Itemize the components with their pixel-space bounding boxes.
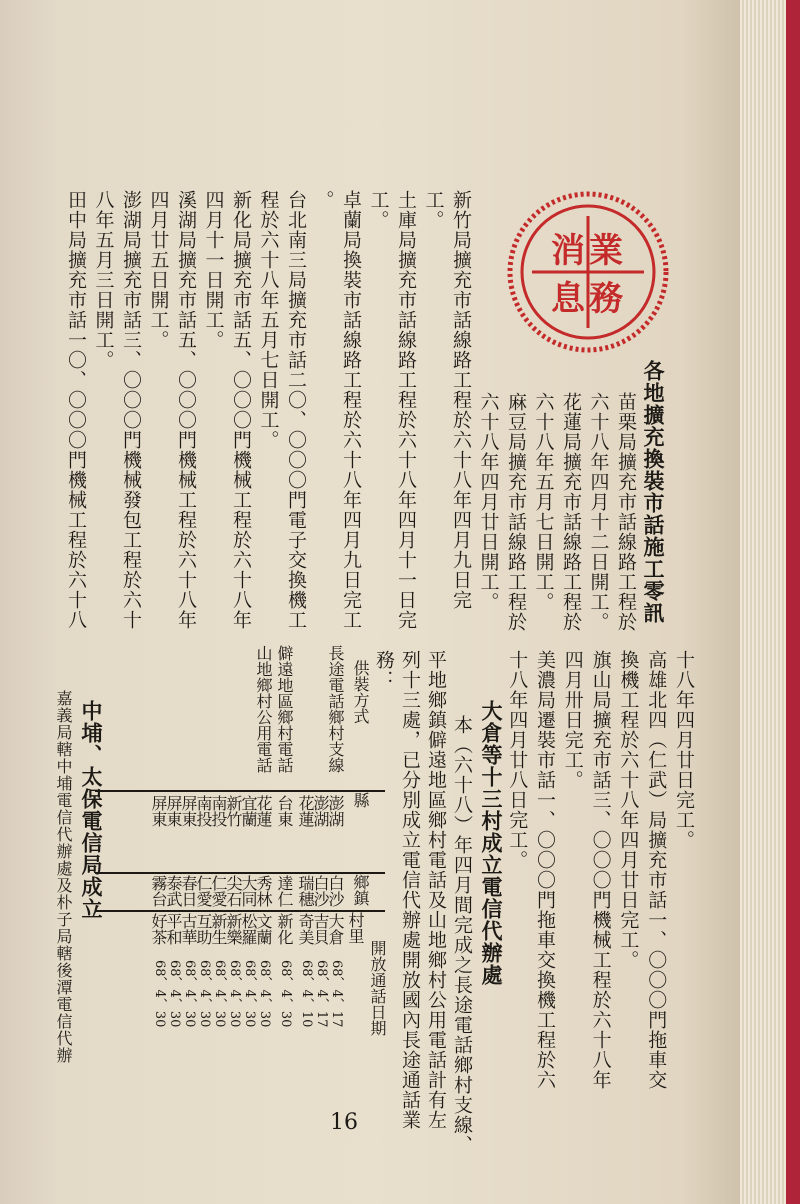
news-line: 六十八年五月七日開工。 [532, 392, 555, 612]
table-rule [95, 910, 385, 912]
news-line: 四月十一日開工。 [202, 190, 225, 350]
table-cell-date: 68、4、30 [212, 960, 227, 1028]
table-cell-village: 古華 [179, 913, 198, 945]
news-line: 花蓮局擴充市話線路工程於 [560, 392, 582, 632]
table-cell-village: 奇美 [296, 913, 315, 945]
news-line: 苗栗局擴充市話線路工程於 [615, 392, 637, 632]
table-cell-date: 68、4、30 [242, 960, 257, 1028]
table-cell-village: 文蘭 [254, 913, 273, 945]
table-cell-county: 屏東 [179, 795, 198, 827]
table-cell-town: 春日 [179, 875, 198, 907]
book-cover-edge [786, 0, 800, 1204]
table-cell-town: 秀林 [254, 875, 273, 907]
news-line: 溪湖局擴充市話五、〇〇〇門機械工程於六十八年 [175, 190, 197, 630]
news-line: 田中局擴充市話一〇、〇〇〇門機械工程於六十八 [65, 190, 87, 630]
table-cell-county: 屏東 [149, 795, 168, 827]
seal-stamp [506, 190, 670, 354]
table-header: 開放通話日期 [368, 940, 387, 1036]
news-line: 澎湖局擴充市話三、〇〇〇門機械發包工程於六十 [120, 190, 142, 630]
table-cell-county: 新竹 [224, 795, 243, 827]
news-line: 換機工程於六十八年四月廿日完工。 [617, 650, 640, 970]
table-cell-village: 好茶 [149, 913, 168, 945]
news-line: 四月卅日完工。 [561, 650, 584, 790]
table-cell-county: 南投 [194, 795, 213, 827]
table-cell-date: 68、4、30 [227, 960, 242, 1028]
svg-text:業: 業 [589, 231, 623, 271]
service-table [95, 640, 385, 1040]
news-line: 四月廿五日開工。 [147, 190, 170, 350]
table-cell-town: 白沙 [326, 875, 345, 907]
news-line: 旗山局擴充市話三、〇〇〇門機械工程於六十八年 [589, 650, 612, 1090]
section2-line: 務： [373, 650, 395, 690]
table-cell-date: 68、4、30 [257, 960, 272, 1028]
news-line: 。 [312, 190, 335, 210]
news-line: 卓蘭局換裝市話線路工程於六十八年四月九日完工 [340, 190, 362, 630]
svg-text:消: 消 [551, 231, 585, 271]
news-line: 新化局擴充市話五、〇〇〇門機械工程於六十八年 [230, 190, 252, 630]
table-cell-county: 屏東 [164, 795, 183, 827]
section3-title: 中埔、太保電信局成立 [79, 700, 104, 920]
table-cell-town: 仁愛 [194, 875, 213, 907]
table-group-method: 長途電話鄉村支線 [326, 645, 345, 773]
table-header: 供裝方式 [351, 660, 370, 724]
table-cell-village: 松羅 [239, 913, 258, 945]
table-header: 鄉鎮 [351, 874, 370, 906]
table-header: 村里 [346, 912, 365, 944]
table-cell-town: 白沙 [311, 875, 330, 907]
news-line: 麻豆局擴充市話線路工程於 [505, 392, 527, 632]
table-cell-date: 68、4、10 [299, 960, 314, 1028]
table-cell-village: 新生 [209, 913, 228, 945]
news-line: 八年五月三日開工。 [92, 190, 115, 370]
news-line: 新竹局擴充市話線路工程於六十八年四月九日完 [450, 190, 472, 610]
table-cell-town: 仁愛 [209, 875, 228, 907]
news-line: 工。 [367, 190, 390, 230]
news-line: 六十八年四月廿日開工。 [477, 392, 500, 612]
table-cell-county: 澎湖 [326, 795, 345, 827]
section2-line: 平地鄉鎮僻遠地區鄉村電話及山地鄉村公用電話計有左 [425, 650, 447, 1130]
section2-title: 大倉等十三村成立電信代辦處 [479, 700, 504, 986]
table-cell-date: 68、4、30 [182, 960, 197, 1028]
table-group-method: 僻遠地區鄉村電話 [275, 645, 294, 773]
table-cell-date: 68、4、30 [278, 960, 293, 1028]
table-header: 縣 [351, 792, 370, 808]
table-cell-village: 互助 [194, 913, 213, 945]
news-line: 十八年四月廿日完工。 [673, 650, 695, 850]
news-line: 六十八年四月十二日開工。 [587, 392, 610, 632]
table-cell-county: 南投 [209, 795, 228, 827]
section3-body: 嘉義局轄中埔電信代辦處及朴子局轄後潭電信代辦 [54, 690, 73, 1064]
table-cell-date: 68、4、30 [197, 960, 212, 1028]
news-line: 高雄北四（仁武）局擴充市話一、〇〇〇門拖車交 [645, 650, 668, 1090]
section2-line: 本（六十八）年四月間完成之長途電話鄉村支線、 [451, 715, 473, 1155]
news-line: 台北南三局擴充市話二〇、〇〇〇門電子交換機工 [285, 190, 307, 630]
table-cell-village: 平和 [164, 913, 183, 945]
news-line: 程於六十八年五月七日開工。 [257, 190, 280, 450]
news-line: 工。 [422, 190, 445, 230]
table-cell-county: 澎湖 [311, 795, 330, 827]
table-group-method: 山地鄉村公用電話 [254, 645, 273, 773]
table-cell-village: 大倉 [326, 913, 345, 945]
table-cell-town: 尖石 [224, 875, 243, 907]
news-line: 土庫局擴充市話線路工程於六十八年四月十一日完 [395, 190, 417, 630]
table-cell-date: 68、4、17 [329, 960, 344, 1028]
table-cell-village: 新化 [275, 913, 294, 945]
table-cell-village: 吉貝 [311, 913, 330, 945]
page-number: 16 [330, 1110, 358, 1135]
table-rule [95, 790, 385, 792]
table-cell-county: 宜蘭 [239, 795, 258, 827]
table-cell-town: 大同 [239, 875, 258, 907]
table-cell-date: 68、4、30 [152, 960, 167, 1028]
table-cell-date: 68、4、30 [167, 960, 182, 1028]
news-line: 十八年四月廿八日完工。 [506, 650, 529, 870]
table-cell-town: 瑞穗 [296, 875, 315, 907]
svg-text:務: 務 [589, 279, 623, 319]
svg-text:息: 息 [551, 279, 585, 319]
section-title: 各地擴充換裝市話施工零訊 [641, 360, 666, 624]
section2-line: 列十三處，已分別成立電信代辦處開放國內長途通話業 [399, 650, 421, 1130]
news-line: 美濃局遷裝市話一、〇〇〇門拖車交換機工程於六 [534, 650, 556, 1090]
table-cell-town: 泰武 [164, 875, 183, 907]
table-cell-date: 68、4、17 [314, 960, 329, 1028]
table-rule [95, 872, 385, 874]
table-cell-town: 達仁 [275, 875, 294, 907]
table-cell-town: 霧台 [149, 875, 168, 907]
table-cell-county: 花蓮 [254, 795, 273, 827]
table-cell-village: 新樂 [224, 913, 243, 945]
table-cell-county: 花蓮 [296, 795, 315, 827]
table-cell-county: 台東 [275, 795, 294, 827]
